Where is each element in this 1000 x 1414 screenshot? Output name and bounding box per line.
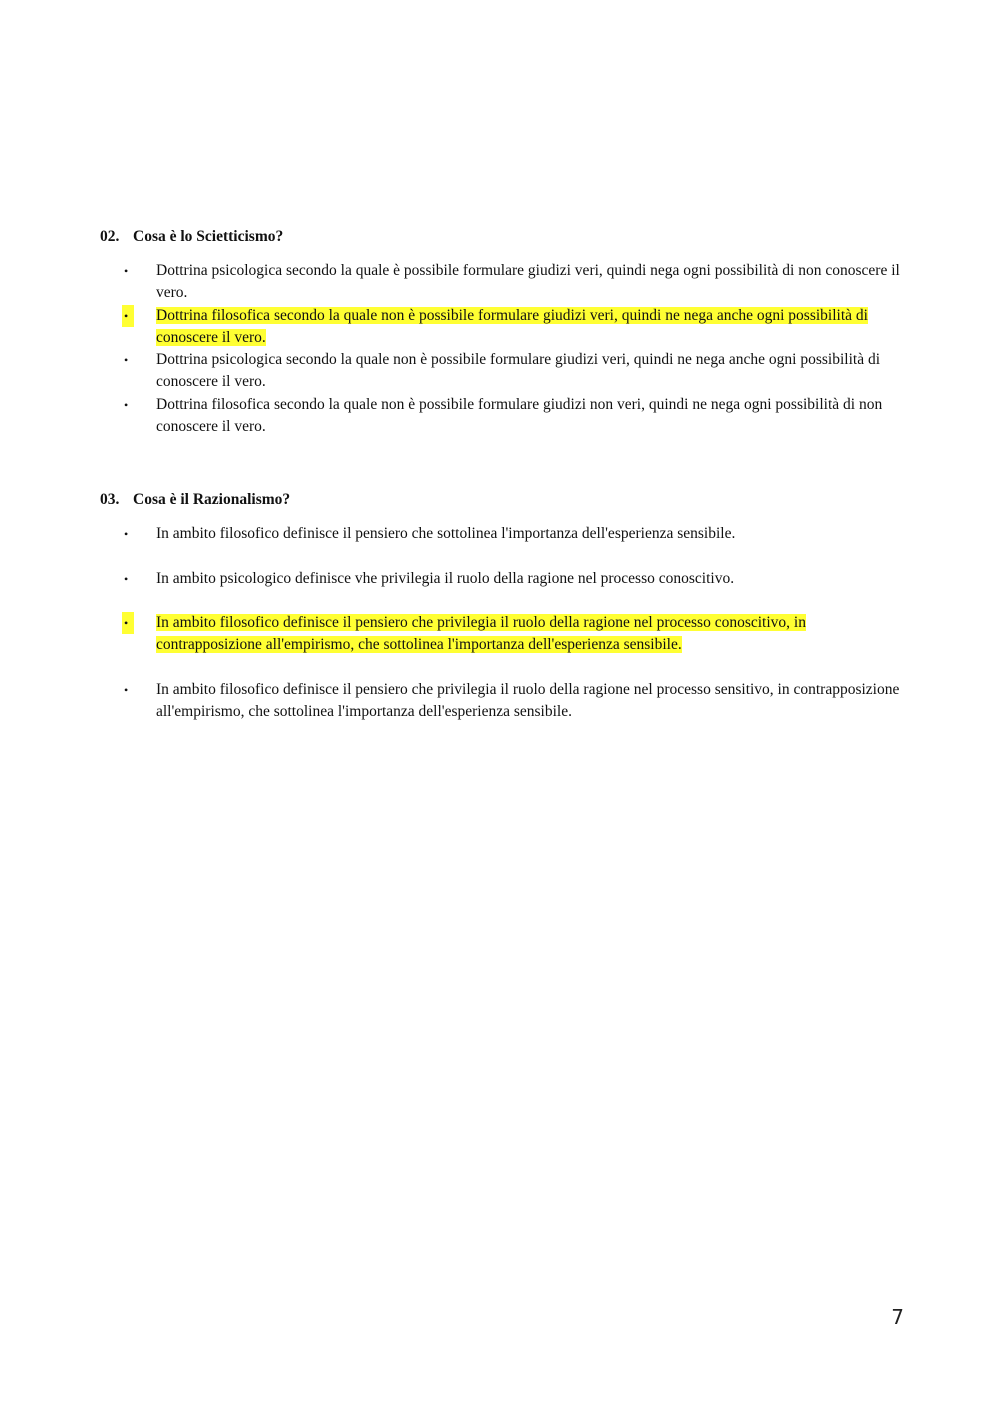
bullet-icon: • [124, 571, 129, 586]
answer-option-correct [100, 612, 900, 657]
question-heading [100, 489, 900, 511]
bullet-icon: • [124, 683, 129, 698]
bullet-icon: • [122, 612, 134, 634]
answer-text: In ambito filosofico definisce il pensiero che sottolinea l'importanza dell'esperienza sensibile. [156, 525, 736, 542]
answer-text: Dottrina filosofica secondo la quale non è possibile formulare giudizi veri, quindi ne nega anche ogni possibilità di conoscere il vero. [156, 306, 868, 346]
bullet-icon: • [124, 397, 129, 412]
bullet-icon: • [122, 305, 134, 327]
answer-option [100, 394, 900, 439]
answer-text: Dottrina psicologica secondo la quale non è possibile formulare giudizi veri, quindi ne nega anche ogni possibilità di conoscere il vero. [156, 351, 881, 391]
answer-option [100, 260, 900, 305]
question-number: 02. [100, 228, 120, 245]
answer-text: In ambito psicologico definisce vhe privilegia il ruolo della ragione nel processo conoscitivo. [156, 569, 735, 587]
page-number: 7 [891, 1305, 904, 1329]
answer-text: Dottrina psicologica secondo la quale è possibile formulare giudizi veri, quindi nega ogni possibilità di non conoscere il vero. [156, 262, 900, 302]
question-heading [100, 226, 900, 248]
answer-text: Dottrina filosofica secondo la quale non è possibile formulare giudizi non veri, quindi ne nega ogni possibilità di non conoscere il vero. [156, 395, 883, 436]
answer-option [100, 568, 900, 590]
answer-option [100, 679, 900, 724]
answer-text: In ambito filosofico definisce il pensiero che privilegia il ruolo della ragione nel processo conoscitivo, in contrapposizione all'empirismo, che sottolinea l'importanza dell'esperienza sensibile. [156, 614, 806, 654]
question-03 [100, 489, 900, 724]
bullet-icon: • [124, 264, 129, 278]
answer-option-correct [100, 305, 900, 350]
answer-option [100, 523, 900, 545]
answer-option [100, 349, 900, 394]
question-number: 03. [100, 491, 120, 508]
question-title: Cosa è il Razionalismo? [133, 491, 291, 508]
answer-list [100, 523, 900, 724]
question-title: Cosa è lo Scietticismo? [133, 228, 284, 245]
bullet-icon: • [124, 353, 129, 368]
bullet-icon: • [124, 527, 129, 541]
answer-list [100, 260, 900, 438]
question-02 [100, 226, 900, 438]
answer-text: In ambito filosofico definisce il pensiero che privilegia il ruolo della ragione nel processo sensitivo, in contrapposizione all'empirismo, che sottolinea l'importanza dell'esperienza sensibile. [156, 681, 900, 721]
